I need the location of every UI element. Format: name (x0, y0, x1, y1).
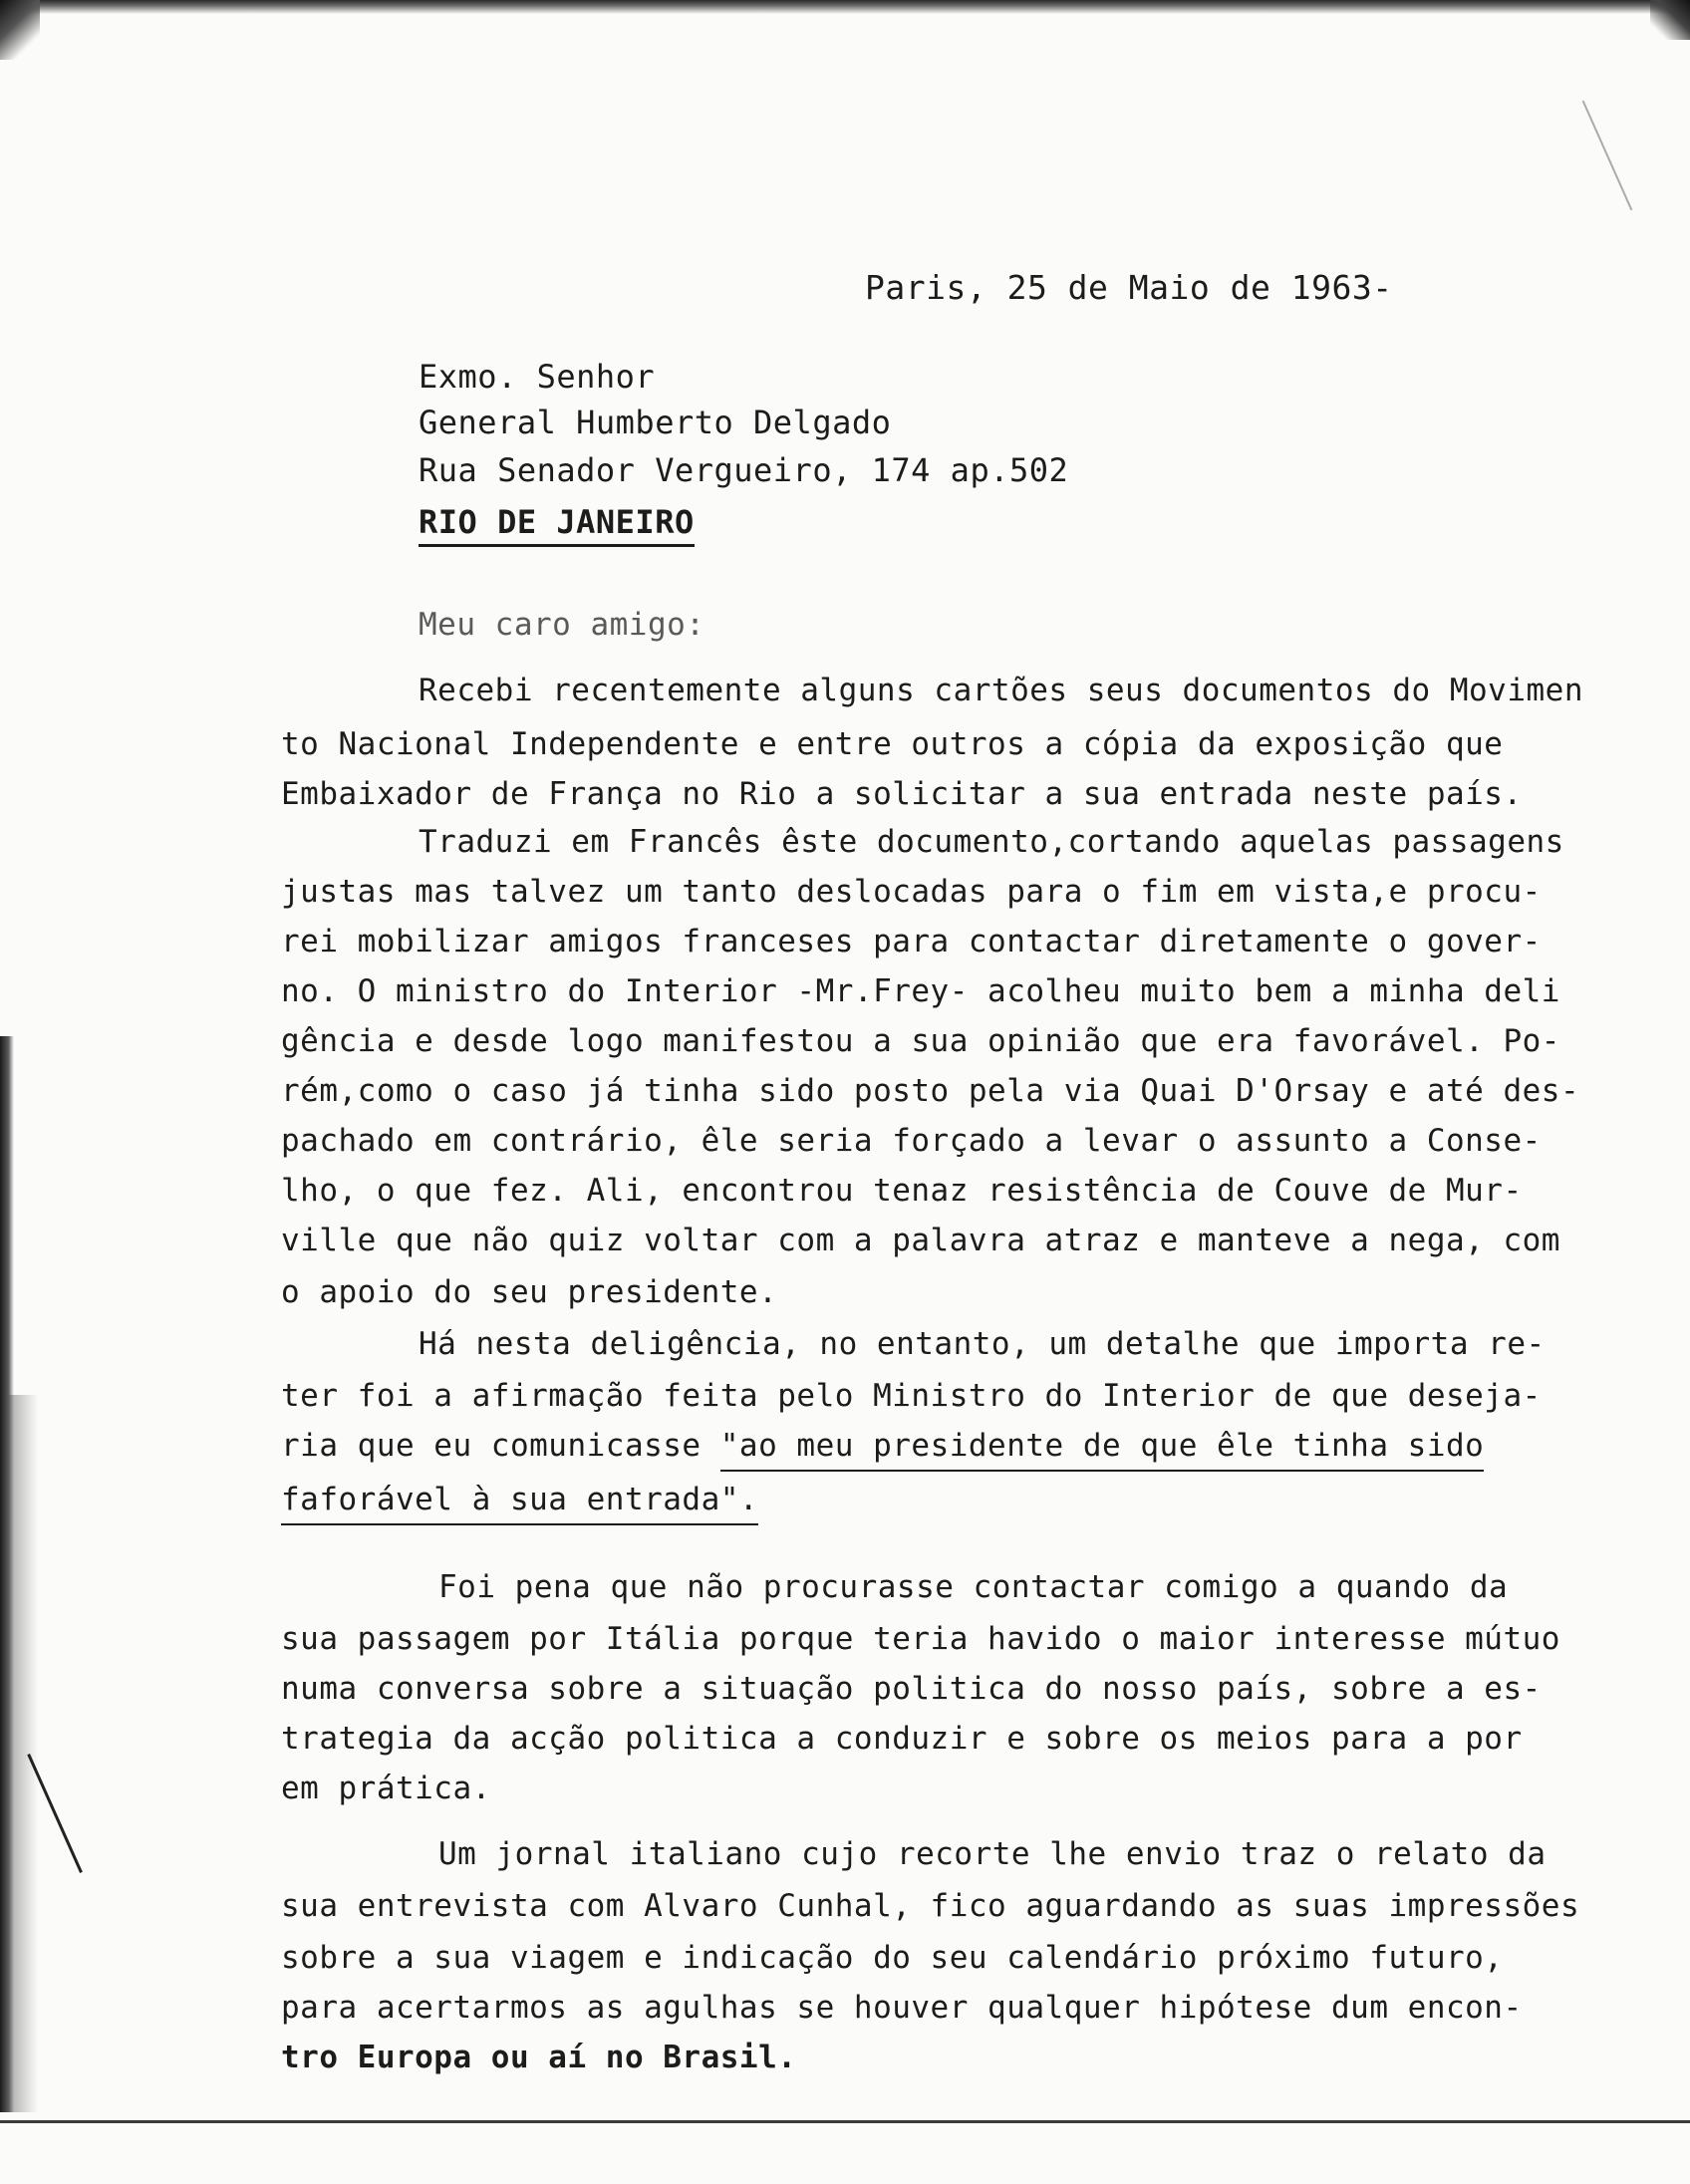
paragraph-3-line-1: Há nesta deligência, no entanto, um detalhe que importa re- (419, 1326, 1546, 1362)
recipient-street: Rua Senador Vergueiro, 174 ap.502 (419, 451, 1069, 489)
paragraph-2-line-5: gência e desde logo manifestou a sua opinião que era favorável. Po- (281, 1023, 1560, 1059)
paragraph-2-line-3: rei mobilizar amigos franceses para contactar diretamente o gover- (281, 924, 1542, 959)
scan-right-mark (1582, 101, 1633, 210)
quoted-statement: "ao meu presidente de que êle tinha sido (720, 1428, 1485, 1472)
paragraph-4-line-3: numa conversa sobre a situação politica do nosso país, sobre a es- (281, 1671, 1542, 1707)
scan-bottom-edge (0, 2120, 1690, 2123)
paragraph-4-line-5: em prática. (281, 1771, 491, 1806)
paragraph-2-line-7: pachado em contrário, êle seria forçado a levar o assunto a Conse- (281, 1123, 1542, 1159)
paragraph-3-line-3 (281, 1428, 1656, 1464)
recipient-city: RIO DE JANEIRO (419, 506, 695, 547)
recipient-title: Exmo. Senhor (419, 358, 656, 396)
paragraph-2-line-6: rém,como o caso já tinha sido posto pela via Quai D'Orsay e até des- (281, 1073, 1580, 1109)
paragraph-5-line-4: para acertarmos as agulhas se houver qualquer hipótese dum encon- (281, 1990, 1523, 2026)
paragraph-5-line-2: sua entrevista com Alvaro Cunhal, fico aguardando as suas impressões (281, 1888, 1580, 1924)
paragraph-5-line-5: tro Europa ou aí no Brasil. (281, 2040, 797, 2075)
paragraph-2-line-2: justas mas talvez um tanto deslocadas para o fim em vista,e procu- (281, 874, 1542, 910)
scan-left-edge (0, 1036, 14, 2112)
paragraph-4-line-1: Foi pena que não procurasse contactar comigo a quando da (438, 1569, 1509, 1605)
paragraph-5-line-3: sobre a sua viagem e indicação do seu calendário próximo futuro, (281, 1940, 1504, 1976)
paragraph-3-line-2: ter foi a afirmação feita pelo Ministro do Interior de que deseja- (281, 1378, 1542, 1414)
scan-corner-top-left (0, 0, 40, 60)
recipient-name: General Humberto Delgado (419, 404, 892, 441)
letter-date: Paris, 25 de Maio de 1963- (865, 268, 1393, 307)
scan-top-edge (0, 0, 1690, 14)
paragraph-2-line-1: Traduzi em Francês êste documento,cortando aquelas passagens (419, 824, 1564, 860)
paragraph-1-line-3: Embaixador de França no Rio a solicitar a sua entrada neste país. (281, 776, 1523, 812)
paragraph-1-line-2: to Nacional Independente e entre outros a cópia da exposição que (281, 726, 1504, 762)
quoted-statement-end: faforável à sua entrada". (281, 1482, 758, 1525)
paragraph-4-line-2: sua passagem por Itália porque teria havido o maior interesse mútuo (281, 1621, 1560, 1657)
paragraph-3-line-4 (281, 1482, 1656, 1517)
paragraph-5-line-1: Um jornal italiano cujo recorte lhe envio traz o relato da (438, 1836, 1547, 1872)
paragraph-2-line-4: no. O ministro do Interior -Mr.Frey- acolheu muito bem a minha deli (281, 973, 1560, 1009)
greeting: Meu caro amigo: (419, 607, 705, 643)
paragraph-4-line-4: trategia da acção politica a conduzir e sobre os meios para a por (281, 1721, 1523, 1757)
paragraph-2-line-8: lho, o que fez. Ali, encontrou tenaz resistência de Couve de Mur- (281, 1173, 1523, 1209)
paragraph-1-line-1: Recebi recentemente alguns cartões seus documentos do Movimen (419, 673, 1583, 708)
paragraph-2-line-9: ville que não quiz voltar com a palavra atraz e manteve a nega, com (281, 1223, 1560, 1258)
paragraph-3-line-3-start: ria que eu comunicasse (281, 1428, 720, 1464)
scan-corner-top-right (1650, 0, 1690, 40)
paragraph-2-line-10: o apoio do seu presidente. (281, 1274, 778, 1310)
